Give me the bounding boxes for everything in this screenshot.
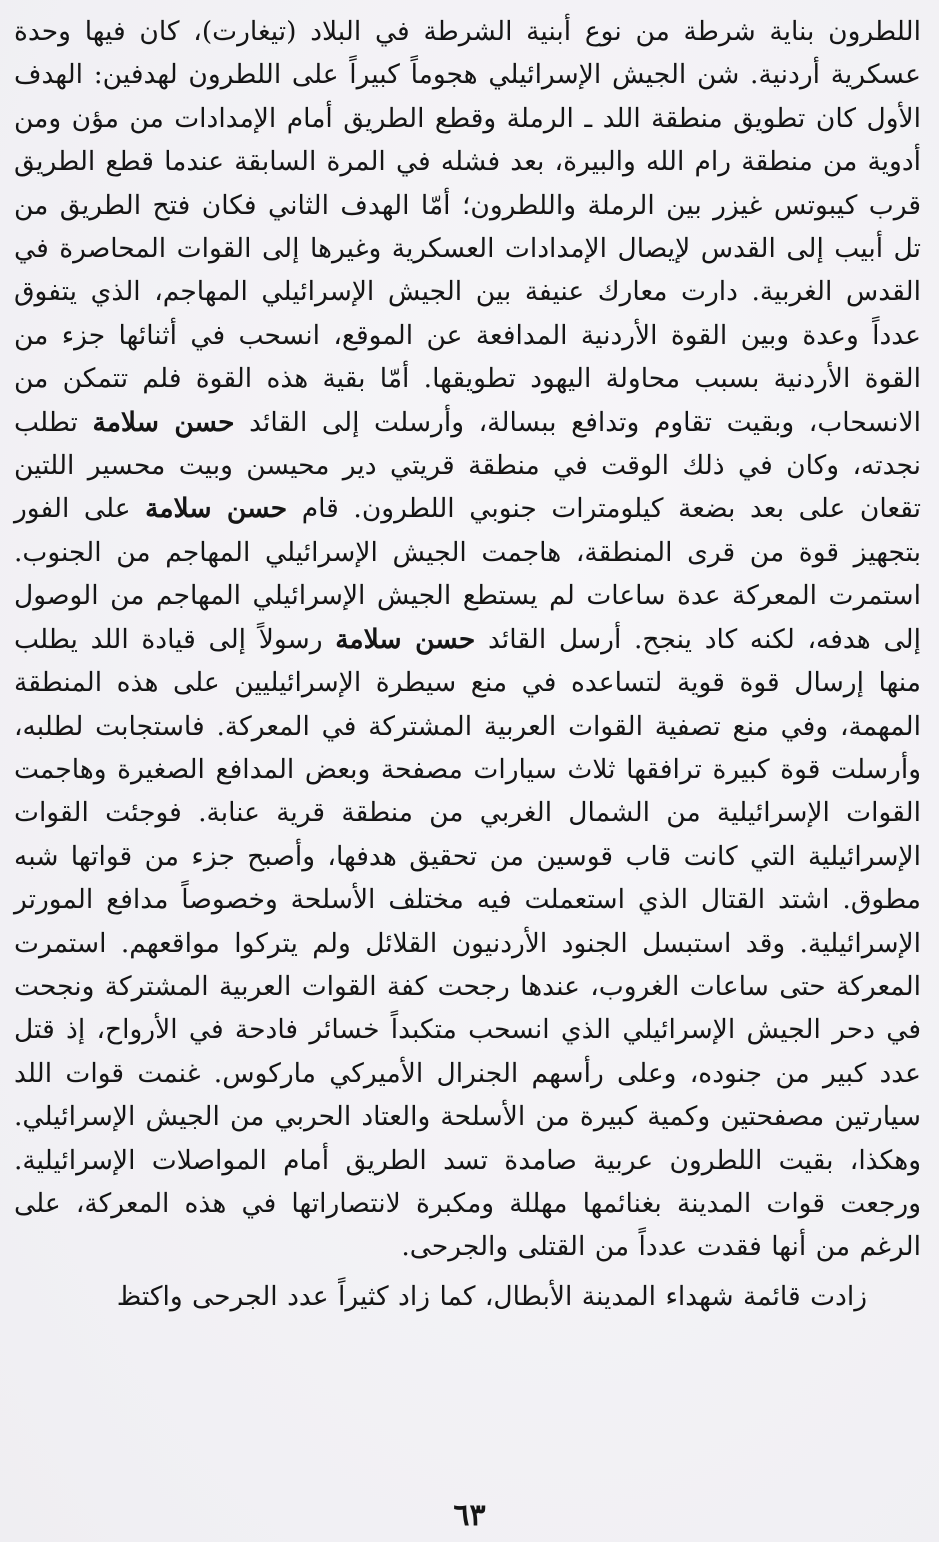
text-run: رسولاً إلى قيادة اللد يطلب منها إرسال قوة قوية لتساعده في منع سيطرة الإسرائيليين على هذه المنطقة المهمة، وفي منع تصفية القوات العربية المشتركة في المعركة. فاستجابت لطلبه، وأرسلت قوة كبيرة ترافقها ثلاث سيارات مصفحة وبعض المدافع الصغيرة وهاجمت القوات الإسرائيلية من الشمال الغربي من منطقة قرية عنابة. فوجئت القوات الإسرائيلية التي كانت قاب قوسين من تحقيق هدفها، وأصبح جزء من قواتها شبه مطوق. اشتد القتال الذي استعملت فيه مختلف الأسلحة وخصوصاً مدافع المورتر الإسرائيلية. وقد استبسل الجنود الأردنيون القلائل ولم يتركوا مواقعهم. استمرت المعركة حتى ساعات الغروب، عندها رجحت كفة القوات العربية المشتركة ونجحت في دحر الجيش الإسرائيلي الذي انسحب متكبداً خسائر فادحة في الأرواح، إذ قتل عدد كبير من جنوده، وعلى رأسهم الجنرال الأميركي ماركوس. غنمت قوات اللد سيارتين مصفحتين وكمية كبيرة من الأسلحة والعتاد الحربي من الجيش الإسرائيلي. وهكذا، بقيت اللطرون عربية صامدة تسد الطريق أمام المواصلات الإسرائيلية. ورجعت قوات المدينة بغنائمها مهللة ومكبرة لانتصاراتها في هذه المعركة، على الرغم من أنها فقدت عدداً من القتلى والجرحى.	[14, 623, 921, 1263]
bold-name: حسن سلامة	[92, 406, 235, 438]
text-run: على الفور بتجهيز قوة من قرى المنطقة، هاجمت الجيش الإسرائيلي المهاجم من الجنوب. استمرت المعركة عدة ساعات لم يستطع الجيش الإسرائيلي المهاجم من الوصول إلى هدفه، لكنه كاد ينجح. أرسل القائد	[14, 493, 921, 655]
main-paragraph	[14, 10, 921, 1269]
text-run: تطلب نجدته، وكان في ذلك الوقت في منطقة قريتي دير محيسن وبيت محسير اللتين تقعان على بعد بضعة كيلومترات جنوبي اللطرون. قام	[14, 406, 921, 525]
bold-name: حسن سلامة	[145, 493, 288, 525]
text-run: اللطرون بناية شرطة من نوع أبنية الشرطة في البلاد (تيغارت)، كان فيها وحدة عسكرية أردنية. شن الجيش الإسرائيلي هجوماً كبيراً على اللطرون لهدفين: الهدف الأول كان تطويق منطقة اللد ـ الرملة وقطع الطريق أمام الإمدادات من مؤن ومن أدوية من منطقة رام الله والبيرة، بعد فشله في المرة السابقة عندما قطع الطريق قرب كيبوتس غيزر بين الرملة واللطرون؛ أمّا الهدف الثاني فكان فتح الطريق من تل أبيب إلى القدس لإيصال الإمدادات العسكرية وغيرها إلى القوات المحاصرة في القدس الغربية. دارت معارك عنيفة بين الجيش الإسرائيلي المهاجم، الذي يتفوق عدداً وعدة وبين القوة الأردنية المدافعة عن الموقع، انسحب في أثنائها جزء من القوة الأردنية بسبب محاولة اليهود تطويقها. أمّا بقية هذه القوة فلم تتمكن من الانسحاب، وبقيت تقاوم وتدافع ببسالة، وأرسلت إلى القائد	[14, 16, 921, 438]
next-paragraph: زادت قائمة شهداء المدينة الأبطال، كما زاد كثيراً عدد الجرحى واكتظ	[116, 1280, 867, 1312]
bold-name: حسن سلامة	[335, 623, 476, 655]
page-number: ٦٣	[453, 1498, 486, 1533]
